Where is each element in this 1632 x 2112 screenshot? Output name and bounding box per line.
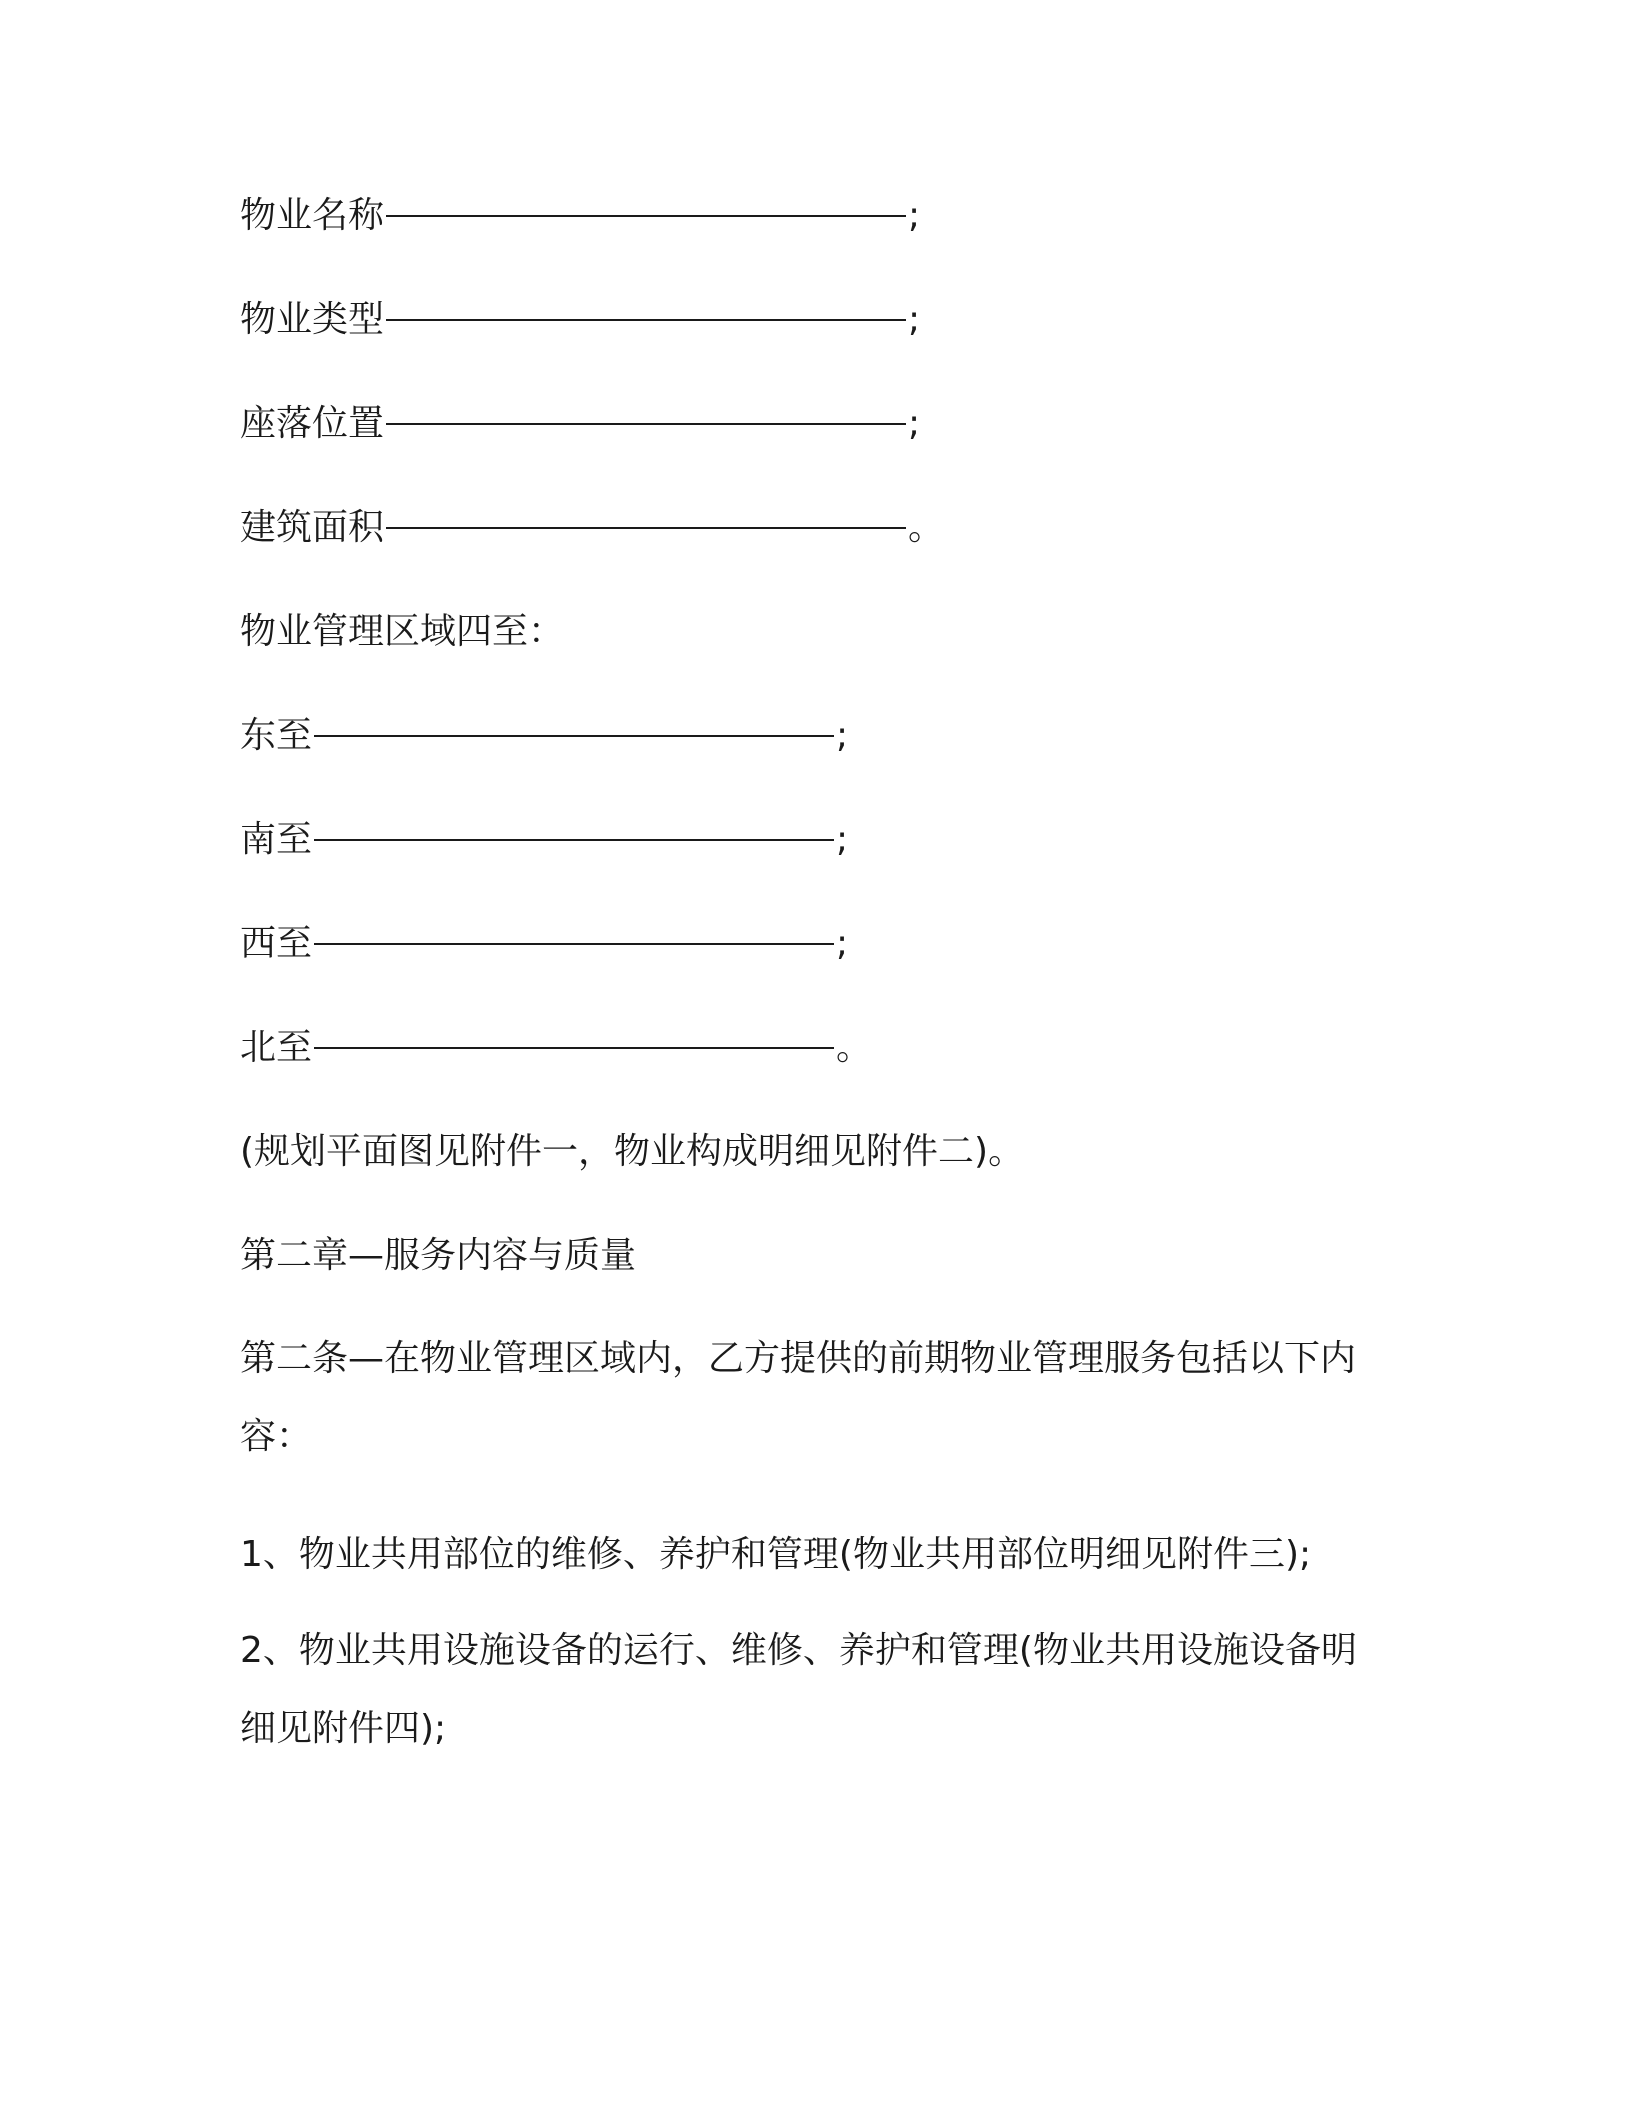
article-text: 第二条—在物业管理区域内，乙方提供的前期物业管理服务包括以下内容：	[240, 1338, 1357, 1457]
boundary-west	[240, 918, 848, 970]
list-item-text: 1、物业共用部位的维修、养护和管理(物业共用部位明细见附件三);	[240, 1534, 1312, 1575]
field-label: 座落位置	[240, 403, 385, 444]
fill-blank	[386, 319, 906, 321]
field-property-name	[240, 190, 920, 242]
boundary-south	[240, 814, 848, 866]
field-building-area	[240, 502, 944, 554]
boundary-heading-text: 物业管理区域四至：	[240, 611, 565, 652]
fill-blank	[314, 943, 834, 945]
boundary-end: ;	[836, 819, 849, 860]
fill-blank	[314, 1047, 834, 1049]
field-end: 。	[908, 507, 945, 548]
boundary-east	[240, 710, 848, 762]
boundary-label: 东至	[240, 715, 313, 756]
boundary-end: 。	[836, 1027, 873, 1068]
boundary-end: ;	[836, 715, 849, 756]
field-end: ;	[908, 195, 921, 236]
field-label: 物业名称	[240, 195, 385, 236]
fill-blank	[386, 215, 906, 217]
attachment-note	[240, 1126, 1024, 1178]
fill-blank	[314, 735, 834, 737]
chapter-title	[240, 1230, 636, 1282]
boundary-north	[240, 1022, 872, 1074]
list-item-text: 2、物业共用设施设备的运行、维修、养护和管理(物业共用设施设备明细见附件四);	[240, 1630, 1357, 1749]
list-item	[240, 1516, 1380, 1594]
fill-blank	[314, 839, 834, 841]
list-item	[240, 1612, 1380, 1768]
field-label: 物业类型	[240, 299, 385, 340]
field-end: ;	[908, 299, 921, 340]
field-property-type	[240, 294, 920, 346]
fill-blank	[386, 423, 906, 425]
field-end: ;	[908, 403, 921, 444]
article-paragraph	[240, 1320, 1380, 1476]
fill-blank	[386, 527, 906, 529]
field-location	[240, 398, 920, 450]
boundary-label: 南至	[240, 819, 313, 860]
boundary-end: ;	[836, 923, 849, 964]
boundary-heading	[240, 606, 564, 658]
attachment-note-text: (规划平面图见附件一，物业构成明细见附件二)。	[240, 1131, 1025, 1172]
field-label: 建筑面积	[240, 507, 385, 548]
chapter-title-text: 第二章—服务内容与质量	[240, 1235, 637, 1276]
boundary-label: 北至	[240, 1027, 313, 1068]
boundary-label: 西至	[240, 923, 313, 964]
